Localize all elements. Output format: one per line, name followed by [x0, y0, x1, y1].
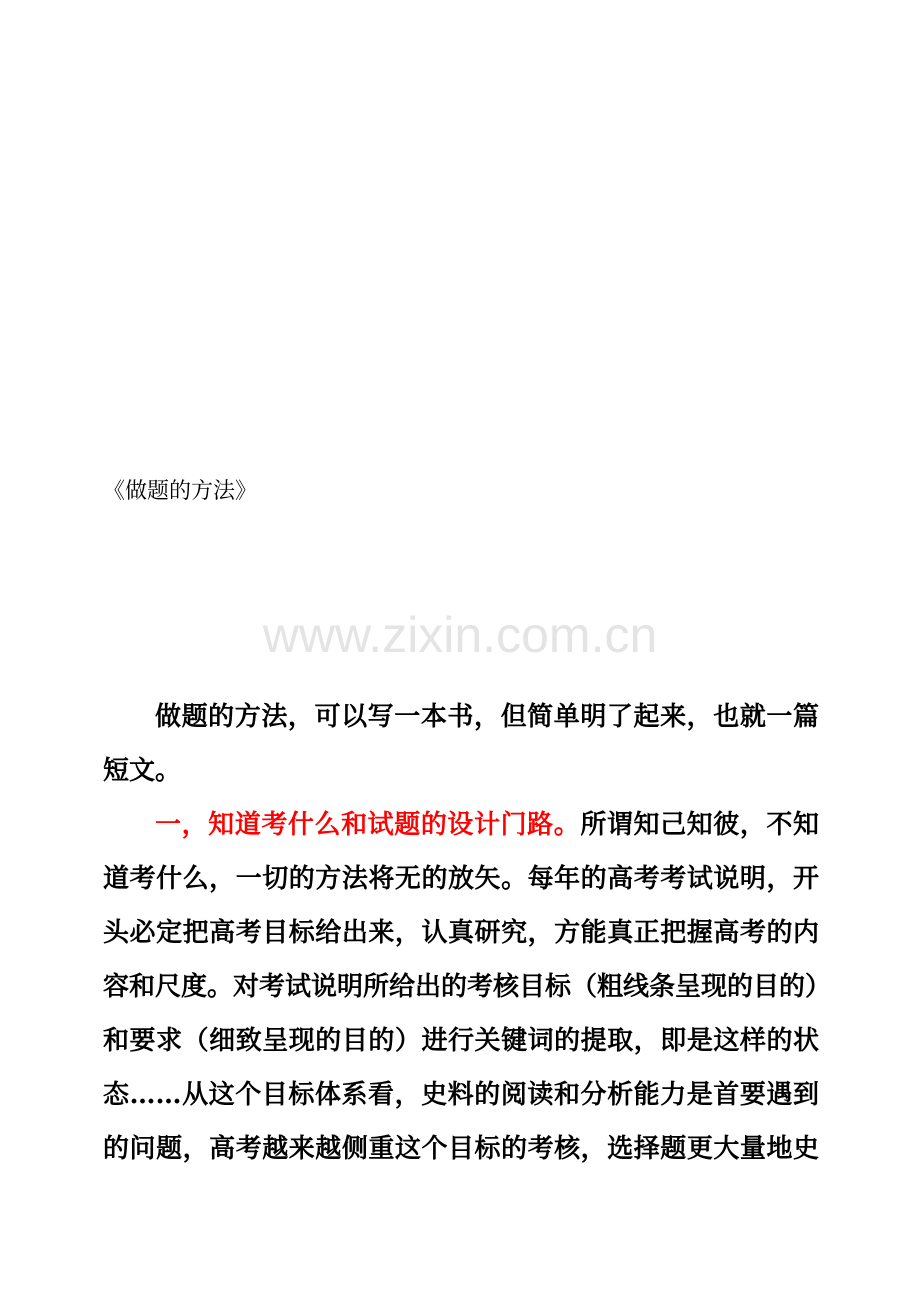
paragraph-2-line-6: 态……从这个目标体系看，史料的阅读和分析能力是首要遇到 — [103, 1080, 819, 1110]
paragraph-1-line-1: 做题的方法，可以写一本书，但简单明了起来，也就一篇 — [155, 702, 819, 732]
paragraph-2-line-4: 容和尺度。对考试说明所给出的考核目标（粗线条呈现的目的） — [103, 972, 832, 1002]
paragraph-2-line-1 — [103, 798, 819, 852]
paragraph-2 — [103, 798, 832, 1176]
paragraph-2-line-1-rest: 所谓知己知彼，不知 — [580, 810, 819, 840]
paragraph-2-line-7: 的问题，高考越来越侧重这个目标的考核，选择题更大量地史 — [103, 1134, 819, 1164]
paragraph-1-line-2: 短文。 — [103, 756, 182, 786]
paragraph-1 — [103, 690, 819, 798]
section-heading-1: 一，知道考什么和试题的设计门路。 — [155, 810, 581, 840]
paragraph-2-line-2: 道考什么，一切的方法将无的放矢。每年的高考考试说明，开 — [103, 864, 819, 894]
paragraph-2-line-5: 和要求（细致呈现的目的）进行关键词的提取，即是这样的状 — [103, 1026, 819, 1056]
document-body — [103, 690, 832, 1176]
paragraph-2-line-3: 头必定把高考目标给出来，认真研究，方能真正把握高考的内 — [103, 918, 819, 948]
watermark: www.zixin.com.cn — [262, 607, 658, 663]
document-title: 《做题的方法》 — [103, 479, 258, 504]
